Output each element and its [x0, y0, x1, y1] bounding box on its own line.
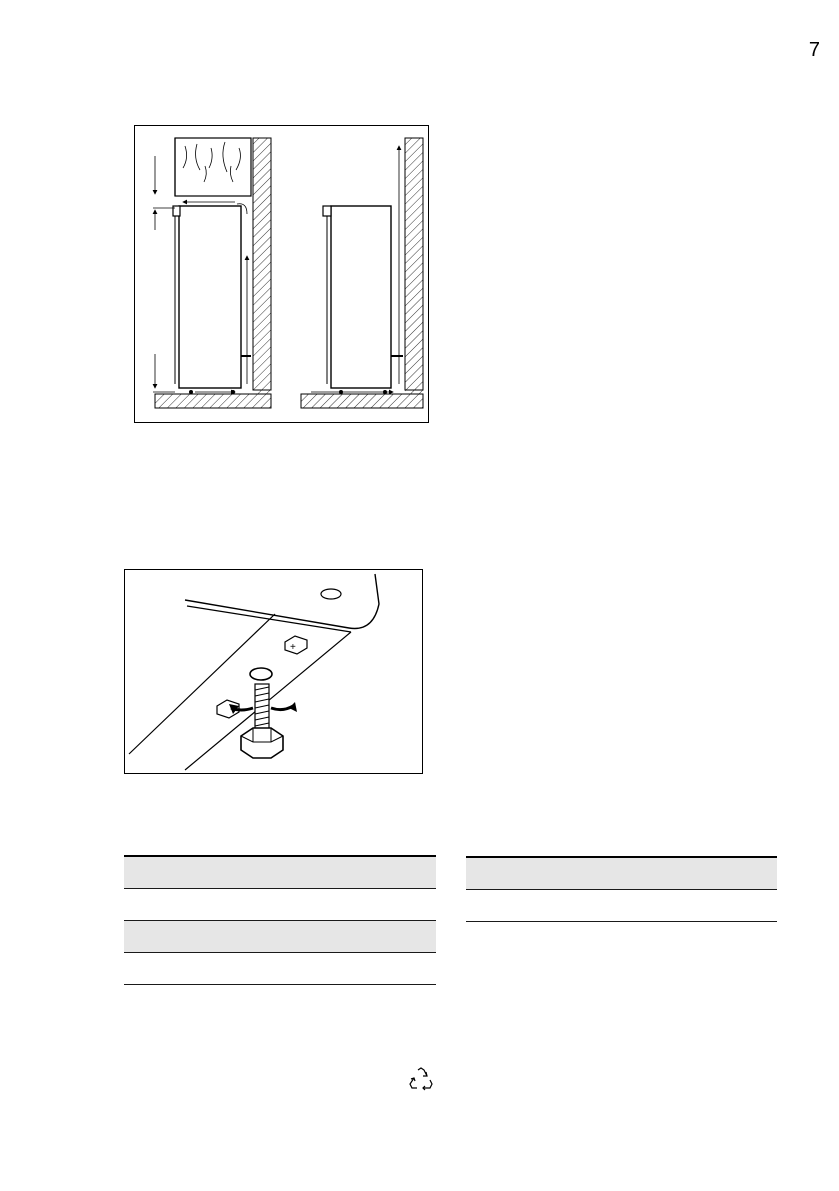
table-row — [466, 890, 777, 922]
table-row — [124, 921, 436, 953]
recycle-icon — [408, 1066, 434, 1092]
spec-table-left — [124, 855, 436, 985]
adjustable-foot-bolt — [241, 684, 283, 758]
leveling-diagram — [124, 569, 423, 774]
left-installation — [153, 138, 271, 408]
hex-nut-top — [285, 636, 307, 654]
table-cell — [466, 857, 777, 890]
ventilation-diagram — [134, 125, 429, 423]
svg-text:+: + — [290, 642, 296, 653]
table-row — [124, 856, 436, 889]
table-cell — [124, 856, 436, 889]
right-installation — [301, 138, 423, 408]
table-cell — [124, 889, 436, 921]
table-cell — [124, 921, 436, 953]
leveling-diagram-svg — [125, 570, 422, 773]
table-row — [124, 889, 436, 921]
spec-table-right — [466, 856, 777, 922]
ventilation-diagram-svg — [135, 126, 428, 422]
table-cell — [124, 953, 436, 985]
table-cell — [466, 890, 777, 922]
table-row — [124, 953, 436, 985]
page-number: 7 — [808, 39, 820, 61]
table-row — [466, 857, 777, 890]
